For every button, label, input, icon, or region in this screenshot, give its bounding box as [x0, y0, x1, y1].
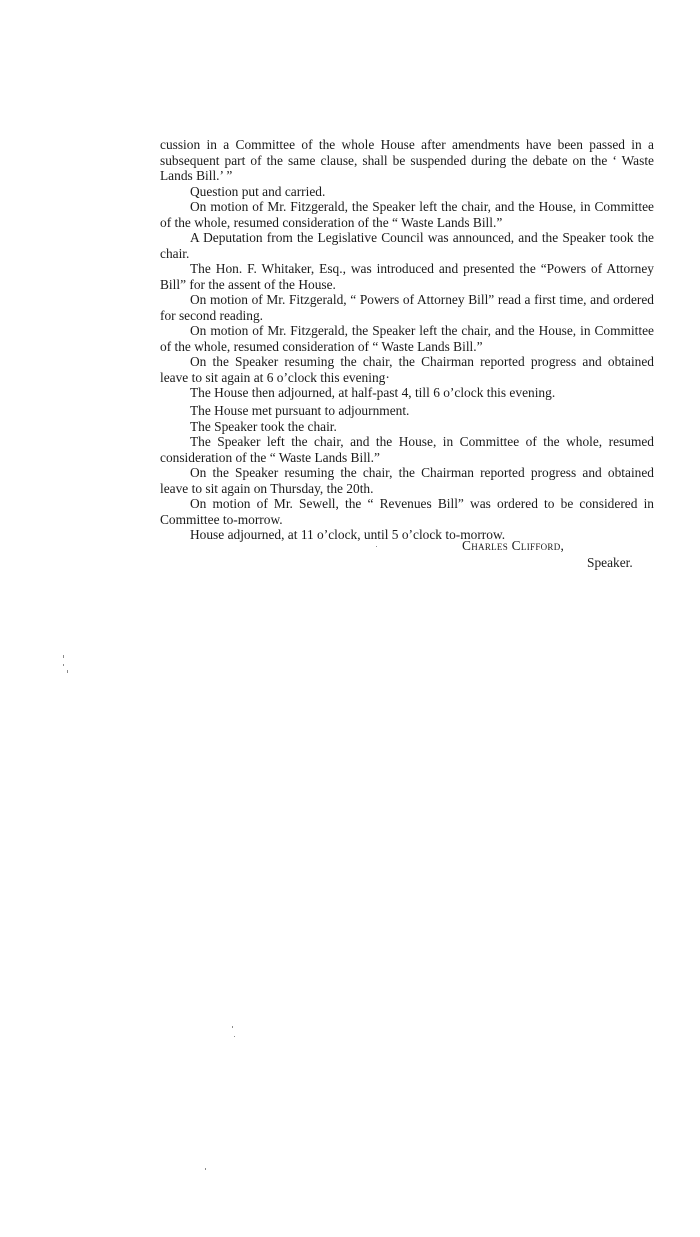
paragraph-committee-resumed: The Speaker left the chair, and the House, in Committee of the whole, resumed consideration of the “ Waste Lands Bill.” [160, 434, 654, 465]
paragraph-leave-thursday: On the Speaker resuming the chair, the Chairman reported progress and obtained leave to sit again on Thursday, the 20th. [160, 465, 654, 496]
paragraph-whitaker-powers-of-attorney: The Hon. F. Whitaker, Esq., was introduced and presented the “Powers of Attorney Bill” for the assent of the House. [160, 261, 654, 292]
paragraph-revenues-bill: On motion of Mr. Sewell, the “ Revenues Bill” was ordered to be considered in Committee to-morrow. [160, 496, 654, 527]
speaker-signature-name: Charles Clifford, [462, 538, 565, 553]
paragraph-resumed-committee: On motion of Mr. Fitzgerald, the Speaker left the chair, and the House, in Committee of the whole, resumed consideration of “ Waste Lands Bill.” [160, 323, 654, 354]
paragraph-deputation: A Deputation from the Legislative Council was announced, and the Speaker took the chair. [160, 230, 654, 261]
paragraph-adjourned-afternoon: The House then adjourned, at half-past 4, till 6 o’clock this evening. [190, 385, 556, 400]
scan-speck [63, 655, 64, 658]
paragraph-question-carried: Question put and carried. [190, 183, 326, 199]
scan-speck [205, 1168, 206, 1170]
speaker-signature-title: Speaker. [587, 555, 633, 570]
scan-speck [63, 664, 64, 666]
paragraph-house-met: The House met pursuant to adjournment. [190, 403, 410, 418]
scan-speck [232, 1026, 233, 1028]
paragraph-committee-waste-lands: On motion of Mr. Fitzgerald, the Speaker left the chair, and the House, in Committee of the whole, resumed consideration of the “ Waste Lands Bill.” [160, 199, 654, 230]
paragraph-progress-reported: On the Speaker resuming the chair, the Chairman reported progress and obtained leave to sit again at 6 o’clock this evening· [160, 354, 654, 385]
scan-speck [376, 546, 377, 547]
scan-speck [67, 670, 68, 673]
evening-sitting-block [160, 403, 654, 543]
paragraph-speaker-took-chair: The Speaker took the chair. [190, 418, 337, 434]
paragraph-house-adjourned: House adjourned, at 11 o’clock, until 5 o’clock to-morrow. [190, 527, 506, 542]
first-sitting-block [160, 137, 654, 401]
scan-speck [234, 1036, 235, 1037]
paragraph-continued-motion: cussion in a Committee of the whole House after amendments have been passed in a subsequent part of the same clause, shall be suspended during the debate on the ‘ Waste Lands Bill.’ ” [160, 137, 654, 183]
paragraph-first-reading: On motion of Mr. Fitzgerald, “ Powers of Attorney Bill” read a first time, and ordered for second reading. [160, 292, 654, 323]
